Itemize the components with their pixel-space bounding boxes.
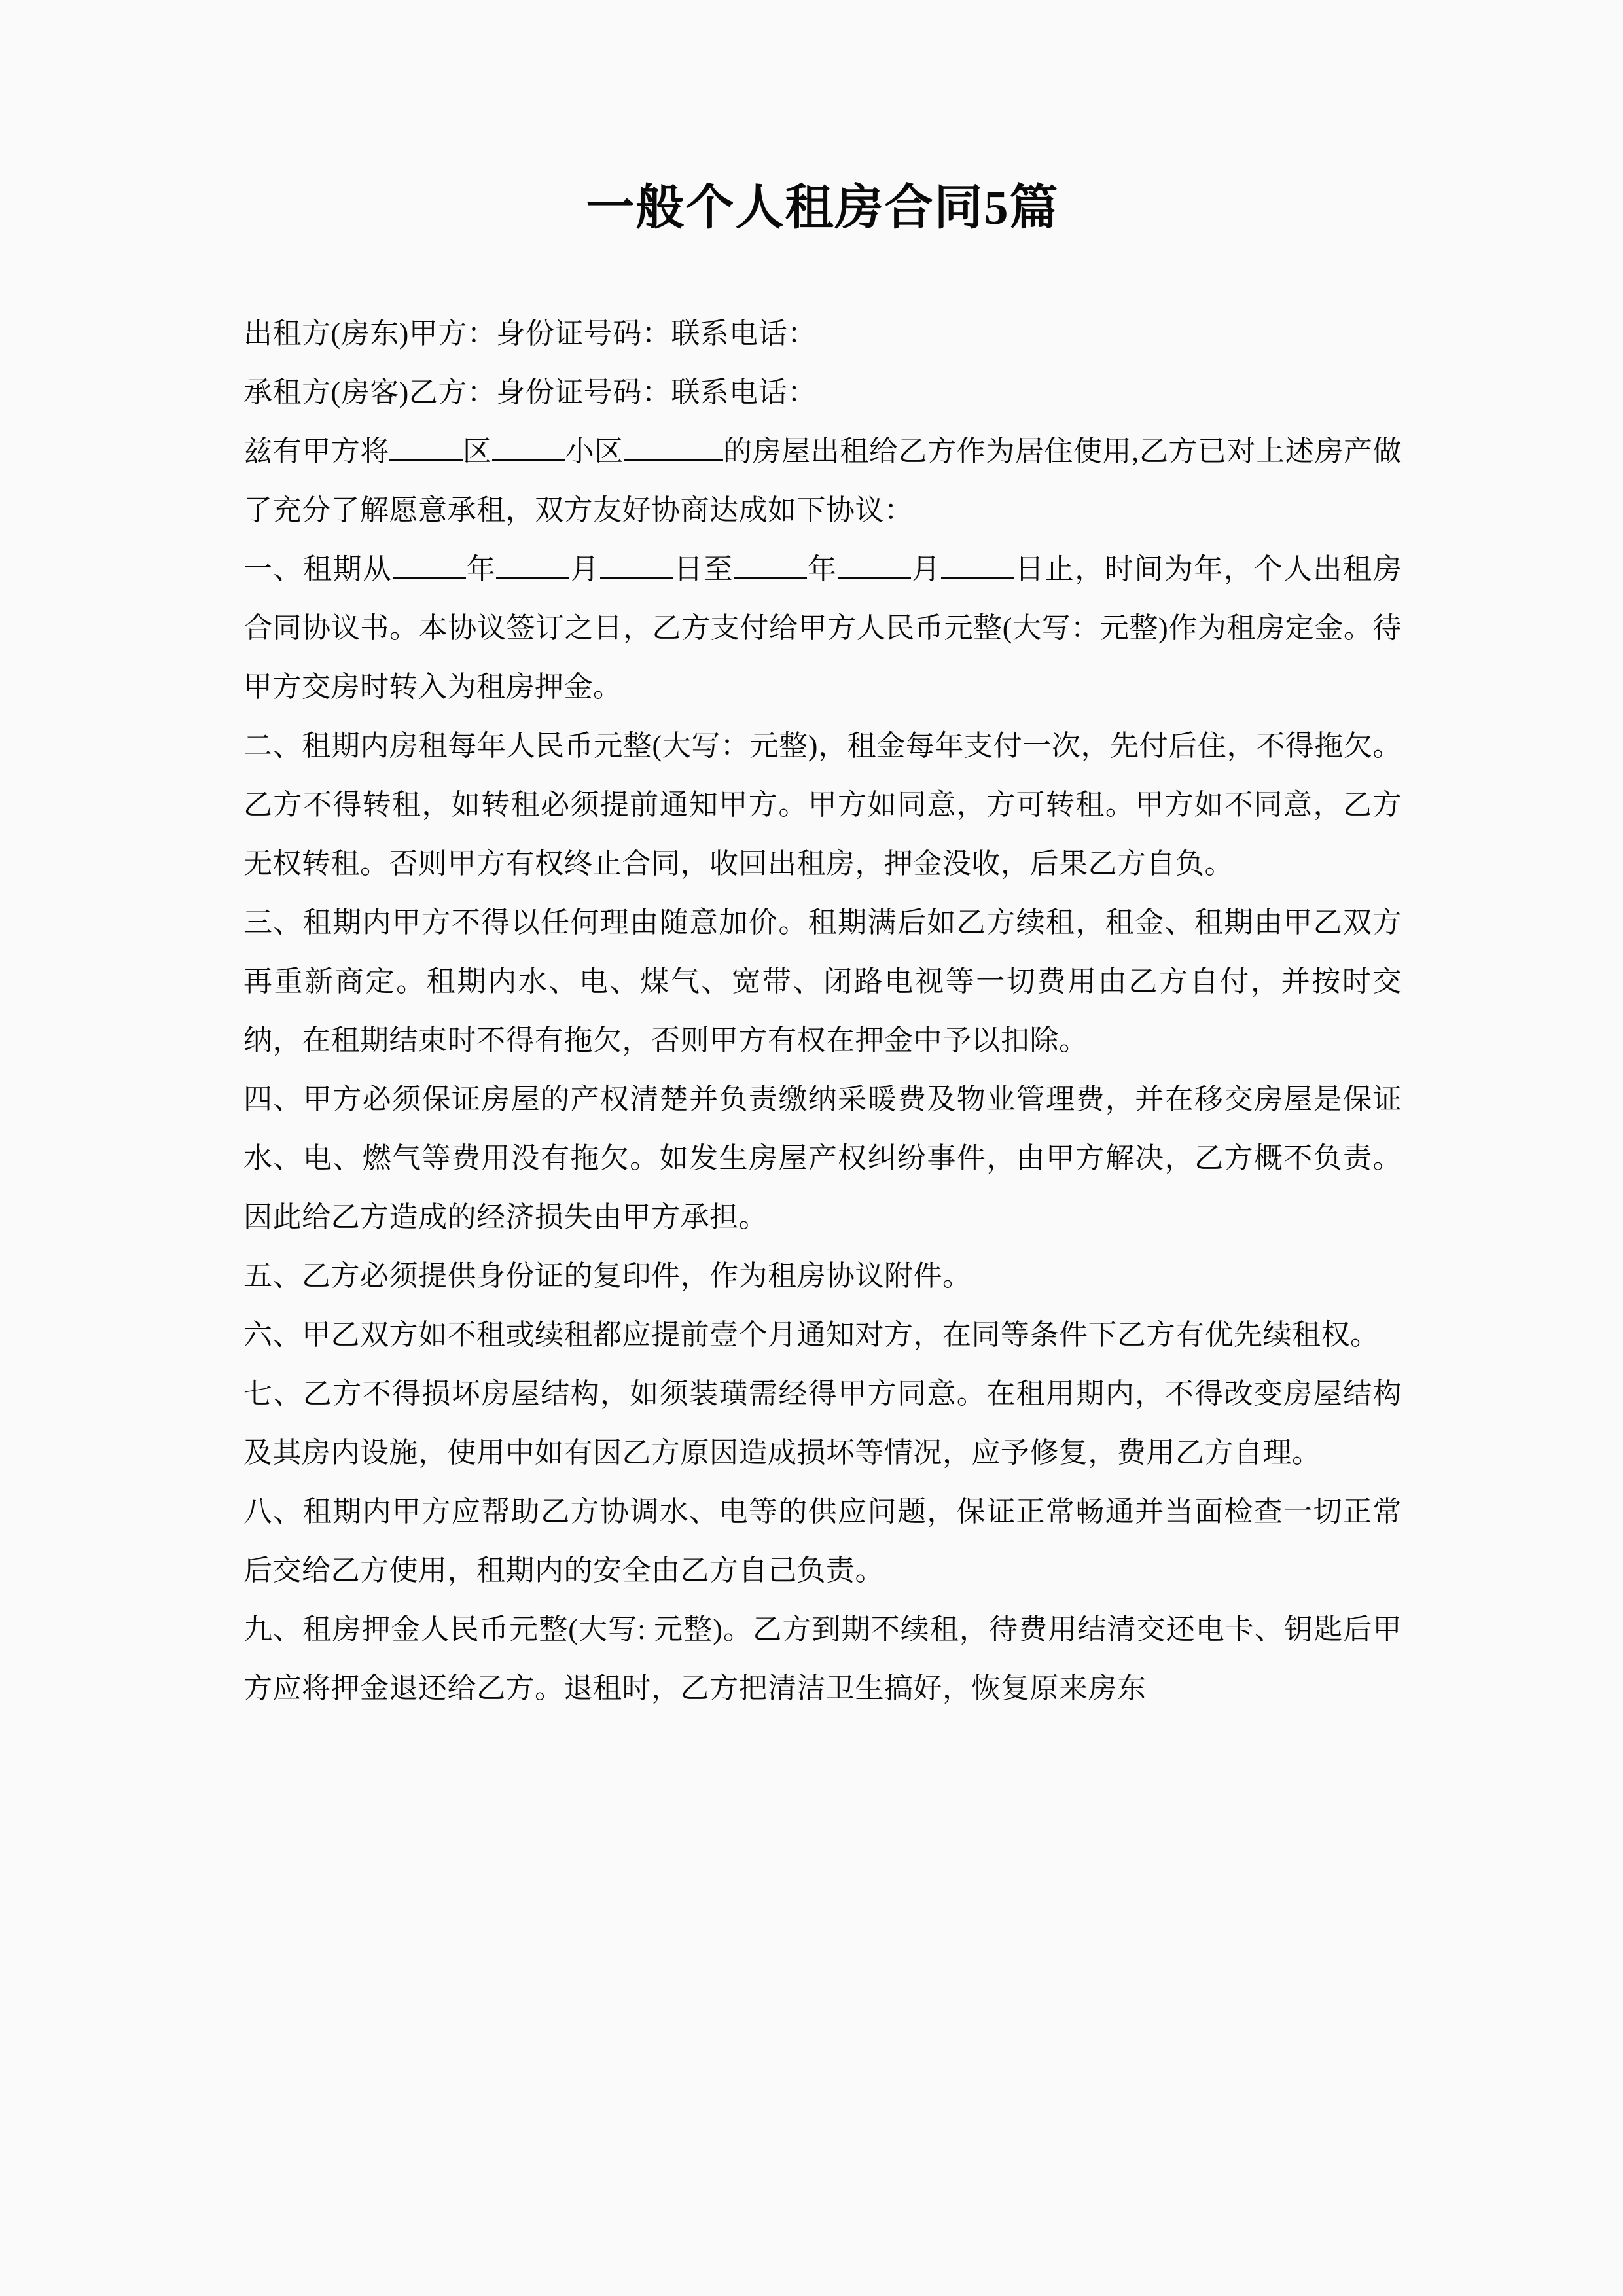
- paragraph-clause-6: 六、甲乙双方如不租或续租都应提前壹个月通知对方，在同等条件下乙方有优先续租权。: [243, 1318, 1380, 1351]
- clause-1-text-4: 日至: [673, 552, 734, 585]
- paragraph-clause-8: 八、租期内甲方应帮助乙方协调水、电等的供应问题，保证正常畅通并当面检查一切正常后交给乙方使用，租期内的安全由乙方自己负责。: [243, 1495, 1402, 1587]
- paragraph-clause-7: 七、乙方不得损坏房屋结构，如须装璜需经得甲方同意。在租用期内，不得改变房屋结构及其房内设施，使用中如有因乙方原因造成损坏等情况，应予修复，费用乙方自理。: [243, 1377, 1402, 1469]
- clause-1-text-3: 月: [569, 552, 600, 585]
- clause-1-text-5: 年: [806, 552, 838, 585]
- paragraph-clause-5: 五、乙方必须提供身份证的复印件，作为租房协议附件。: [243, 1259, 972, 1292]
- blank-start-year: [393, 577, 466, 579]
- clause-1-text-1: 一、租期从: [243, 552, 393, 585]
- preamble-text-2: 区: [462, 435, 492, 467]
- preamble-text-4: 的房屋出租给乙方作为居住使用,乙方已对上述房产做了充分了解愿意承租，双方友好协商达成如下协议：: [243, 435, 1402, 526]
- paragraph-lessor: 出租方(房东)甲方：身份证号码：联系电话：: [243, 317, 817, 350]
- blank-start-day: [600, 577, 673, 579]
- page-title: 一般个人租房合同5篇: [586, 181, 1060, 235]
- clause-1-text-2: 年: [465, 552, 497, 585]
- blank-start-month: [496, 577, 569, 579]
- blank-end-year: [734, 577, 807, 579]
- blank-end-month: [838, 577, 911, 579]
- blank-address: [624, 459, 723, 461]
- paragraph-clause-2: 二、租期内房租每年人民币元整(大写：元整)，租金每年支付一次，先付后住，不得拖欠。乙方不得转租，如转租必须提前通知甲方。甲方如同意，方可转租。甲方如不同意，乙方无权转租。否则甲方有权终止合同，收回出租房，押金没收，后果乙方自负。: [243, 729, 1402, 880]
- paragraph-clause-4: 四、甲方必须保证房屋的产权清楚并负责缴纳采暖费及物业管理费，并在移交房屋是保证水、电、燃气等费用没有拖欠。如发生房屋产权纠纷事件，由甲方解决，乙方概不负责。因此给乙方造成的经济损失由甲方承担。: [243, 1083, 1402, 1233]
- paragraph-preamble: [243, 422, 1402, 540]
- clause-1-text-6: 月: [910, 552, 942, 585]
- contract-body: [243, 304, 1402, 1718]
- paragraph-clause-3: 三、租期内甲方不得以任何理由随意加价。租期满后如乙方续租，租金、租期由甲乙双方再重新商定。租期内水、电、煤气、宽带、闭路电视等一切费用由乙方自付，并按时交纳，在租期结束时不得有拖欠，否则甲方有权在押金中予以扣除。: [243, 906, 1402, 1056]
- clause-1-text-7: 日止，时间为年，个人出租房合同协议书。本协议签订之日，乙方支付给甲方人民币元整(大写：元整)作为租房定金。待甲方交房时转入为租房押金。: [243, 552, 1402, 703]
- paragraph-lessee: 承租方(房客)乙方：身份证号码：联系电话：: [243, 376, 817, 408]
- preamble-text-1: 兹有甲方将: [243, 435, 389, 467]
- blank-end-day: [941, 577, 1014, 579]
- document-content: [243, 0, 1402, 1718]
- preamble-text-3: 小区: [565, 435, 624, 467]
- blank-district: [389, 459, 463, 461]
- paragraph-clause-1: [243, 540, 1402, 717]
- paragraph-clause-9: 九、租房押金人民币元整(大写: 元整)。乙方到期不续租，待费用结清交还电卡、钥匙后甲方应将押金退还给乙方。退租时，乙方把清洁卫生搞好，恢复原来房东: [243, 1613, 1402, 1704]
- blank-community: [492, 459, 565, 461]
